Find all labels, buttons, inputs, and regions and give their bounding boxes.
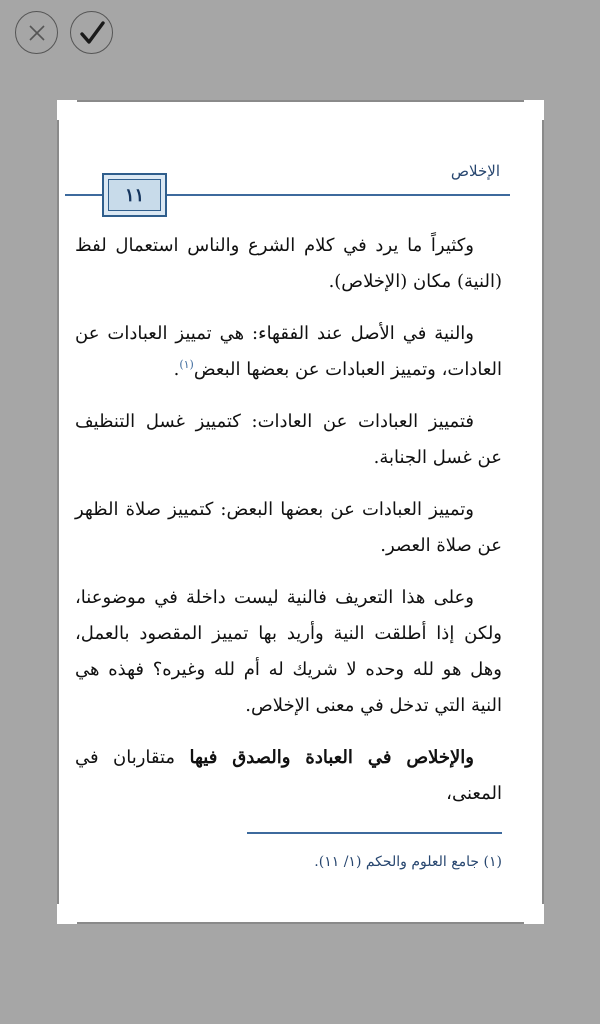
paragraph: وعلى هذا التعريف فالنية ليست داخلة في موضوعنا، ولكن إذا أطلقت النية وأريد بها تمييز المقصود بالعمل، وهل هو لله وحده لا شريك له أم لله وغيره؟ فهذه هي النية التي تدخل في معنى الإخلاص. xyxy=(75,587,502,716)
footnote-reference[interactable]: (١) xyxy=(179,358,194,371)
close-icon xyxy=(26,22,48,44)
footnote-rule xyxy=(247,832,502,834)
check-icon xyxy=(78,19,106,47)
paragraph: وتمييز العبادات عن بعضها البعض: كتمييز صلاة الظهر عن صلاة العصر. xyxy=(75,499,502,556)
cancel-button[interactable] xyxy=(15,11,58,54)
page-body xyxy=(75,228,502,828)
page-number: ١١ xyxy=(124,184,145,206)
page-number-badge xyxy=(102,173,167,217)
page-edge xyxy=(77,100,524,102)
paragraph: فتمييز العبادات عن العادات: كتمييز غسل التنظيف عن غسل الجنابة. xyxy=(75,411,502,468)
paragraph: والنية في الأصل عند الفقهاء: هي تمييز العبادات عن العادات، وتمييز العبادات عن بعضها البعض$^{(١)}$. xyxy=(75,323,502,380)
paragraph: والإخلاص في العبادة والصدق فيها متقاربان في المعنى، xyxy=(75,747,502,804)
confirm-button[interactable] xyxy=(70,11,113,54)
page-edge xyxy=(77,922,524,924)
book-page xyxy=(57,100,544,924)
running-header: الإخلاص xyxy=(450,162,500,180)
bold-phrase: والإخلاص في العبادة والصدق فيها xyxy=(189,747,474,768)
paragraph: وكثيراً ما يرد في كلام الشرع والناس استعمال لفظ (النية) مكان (الإخلاص). xyxy=(75,235,502,292)
footnote: (١) جامع العلوم والحكم (١/ ١١). xyxy=(314,854,502,870)
